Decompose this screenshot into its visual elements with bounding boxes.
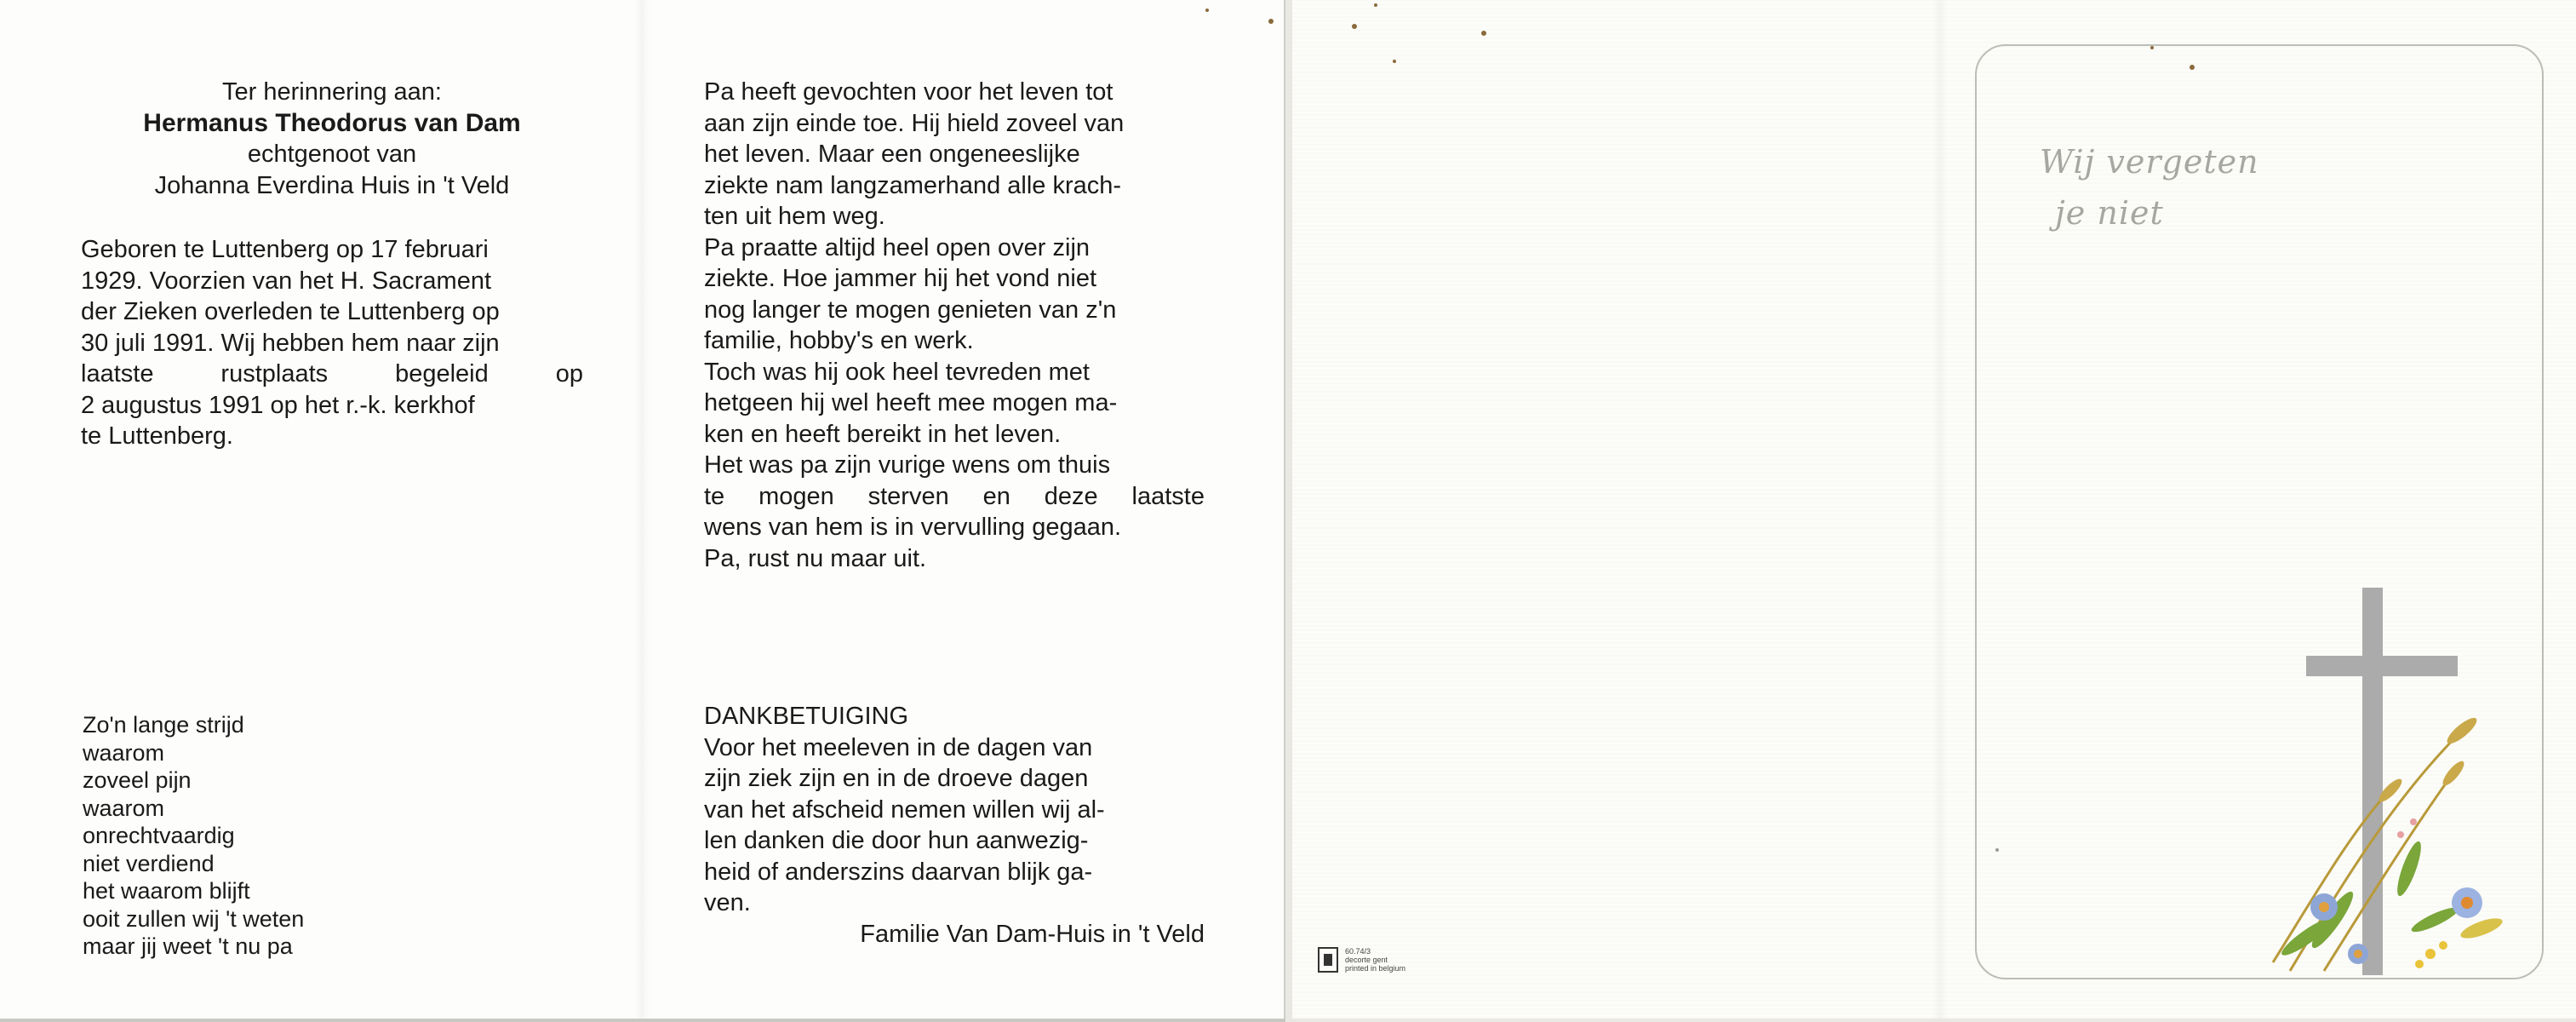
deceased-name: Hermanus Theodorus van Dam <box>143 108 521 137</box>
bio-word: begeleid <box>395 360 489 388</box>
cross-and-flowers-illustration <box>2239 579 2537 979</box>
bio-word: rustplaats <box>220 360 329 388</box>
acknowledgement <box>704 701 1205 950</box>
bio-line: 30 juli 1991. Wij hebben hem naar zijn <box>81 329 500 357</box>
printer-info <box>1345 947 1405 973</box>
paper-speck <box>1374 3 1377 7</box>
cross-vertical-beam <box>2362 588 2383 975</box>
poem-line: niet verdiend <box>83 850 215 876</box>
thanks-line: Voor het meeleven in de dagen van <box>704 733 1093 761</box>
story-line: Pa, rust nu maar uit. <box>704 544 927 572</box>
poem-line: waarom <box>83 739 165 766</box>
story-line: Toch was hij ook heel tevreden met <box>704 358 1090 386</box>
paper-speck <box>2190 65 2195 70</box>
story-line: het leven. Maar een ongeneeslijke <box>704 141 1080 168</box>
story-line: ziekte nam langzamerhand alle krach- <box>704 171 1122 199</box>
story-word: sterven <box>867 482 949 510</box>
wheat-ears <box>2376 714 2504 942</box>
story-word: en <box>982 482 1010 510</box>
poem <box>83 711 423 961</box>
story-line: aan zijn einde toe. Hij hield zoveel van <box>704 109 1125 137</box>
paper-speck <box>1205 9 1209 12</box>
paper-speck <box>1268 19 1274 24</box>
bio-word: laatste <box>81 360 154 388</box>
cross-horizontal-beam <box>2306 656 2458 676</box>
poem-line: ooit zullen wij 't weten <box>83 905 305 932</box>
poem-line: zoveel pijn <box>83 767 192 793</box>
cover-phrase <box>2040 136 2259 238</box>
biography <box>81 234 583 452</box>
bio-line: der Zieken overleden te Luttenberg op <box>81 298 500 325</box>
printer-company: decorte gent <box>1345 956 1388 964</box>
small-yellow-flowers <box>2397 818 2447 968</box>
story-line <box>704 481 1205 513</box>
thanks-heading: DANKBETUIGING <box>704 703 909 730</box>
printer-mark <box>1318 947 1405 973</box>
family-signature: Familie Van Dam-Huis in 't Veld <box>860 920 1205 948</box>
paper-speck <box>1995 848 1999 852</box>
poem-line: waarom <box>83 795 165 821</box>
story-line: Pa praatte altijd heel open over zijn <box>704 233 1091 261</box>
paper-speck <box>1393 60 1396 63</box>
printer-code: 60.74/3 <box>1345 947 1371 956</box>
story-line: hetgeen hij wel heeft mee mogen ma- <box>704 389 1118 416</box>
paper-speck <box>1352 24 1357 29</box>
poem-line: maar jij weet 't nu pa <box>83 933 293 959</box>
bio-word: op <box>555 360 583 388</box>
story-word: te <box>704 482 725 510</box>
printer-origin: printed in belgium <box>1345 964 1406 973</box>
story-word: deze <box>1044 482 1098 510</box>
thanks-line: len danken die door hun aanwezig- <box>704 827 1089 854</box>
thanks-line: van het afscheid nemen willen wij al- <box>704 795 1105 824</box>
story-line: Het was pa zijn vurige wens om thuis <box>704 451 1111 479</box>
story-line: Pa heeft gevochten voor het leven tot <box>704 78 1113 106</box>
story-line: wens van hem is in vervulling gegaan. <box>704 514 1122 541</box>
paper-speck <box>1481 31 1486 36</box>
story-word: mogen <box>758 482 834 510</box>
paper-speck <box>2150 46 2154 49</box>
story-line: nog langer te mogen genieten van z'n <box>704 296 1117 324</box>
relation-text: echtgenoot van <box>247 141 417 168</box>
poem-line: onrechtvaardig <box>83 823 235 848</box>
intro-heading: Ter herinnering aan: <box>222 78 442 106</box>
printer-logo-icon <box>1318 947 1338 973</box>
bio-line: te Luttenberg. <box>81 422 233 450</box>
bio-line: 1929. Voorzien van het H. Sacrament <box>81 267 492 295</box>
story-line: ziekte. Hoe jammer hij het vond niet <box>704 265 1096 292</box>
poem-line: Zo'n lange strijd <box>83 712 244 738</box>
story-line: familie, hobby's en werk. <box>704 327 974 354</box>
story-line: ten uit hem weg. <box>704 203 885 230</box>
story-text <box>704 77 1205 574</box>
bio-line: 2 augustus 1991 op het r.-k. kerkhof <box>81 391 475 419</box>
story-word: laatste <box>1131 482 1205 510</box>
cover-line-1: Wij vergeten <box>2040 143 2259 181</box>
bio-line: Geboren te Luttenberg op 17 februari <box>81 236 489 263</box>
thanks-line: ven. <box>704 889 751 916</box>
bio-line <box>81 359 583 390</box>
poem-line: het waarom blijft <box>83 878 250 904</box>
story-line: ken en heeft bereikt in het leven. <box>704 420 1062 448</box>
thanks-line: heid of anderszins daarvan blijk ga- <box>704 858 1093 886</box>
thanks-line: zijn ziek zijn en in de droeve dagen <box>704 765 1089 792</box>
memorial-intro <box>81 77 583 201</box>
inside-spread <box>0 0 1285 1019</box>
spouse-name: Johanna Everdina Huis in 't Veld <box>154 171 510 199</box>
cover-line-2: je niet <box>2055 194 2164 232</box>
